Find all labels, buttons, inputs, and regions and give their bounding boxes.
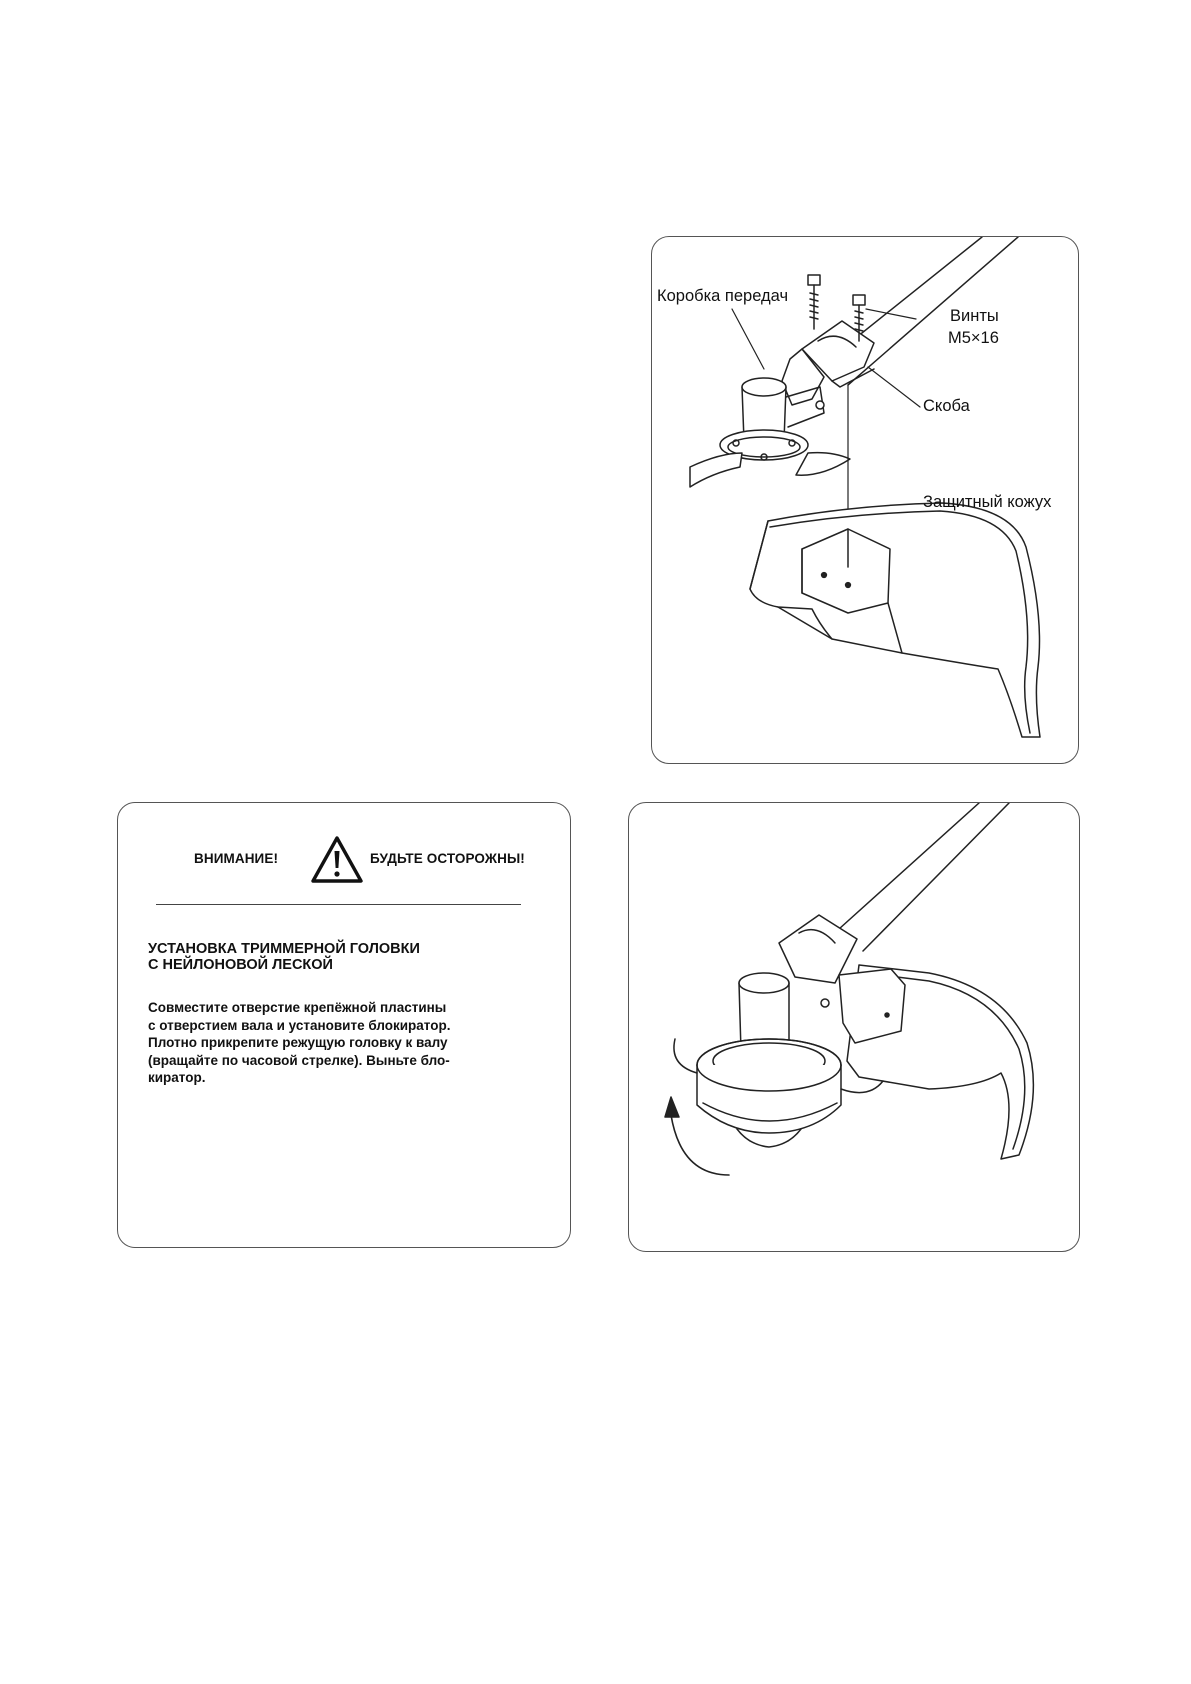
instruction-line: Плотно прикрепите режущую головку к валу (148, 1035, 448, 1051)
label-gearbox: Коробка передач (657, 287, 789, 305)
trimmer-head-drawing (629, 803, 1081, 1253)
instruction-note-panel (117, 802, 571, 1248)
caution-label: БУДЬТЕ ОСТОРОЖНЫ! (370, 851, 525, 866)
warning-triangle-icon (310, 835, 364, 885)
label-screws-line1: Винты (950, 307, 999, 325)
instruction-line: (вращайте по часовой стрелке). Выньте бло- (148, 1052, 450, 1068)
heading-line: УСТАНОВКА ТРИММЕРНОЙ ГОЛОВКИ (148, 941, 420, 957)
label-bracket: Скоба (923, 397, 970, 415)
warning-label: ВНИМАНИЕ! (194, 851, 279, 866)
guard-assembly-figure (651, 236, 1079, 764)
heading-line: С НЕЙЛОНОВОЙ ЛЕСКОЙ (148, 957, 333, 973)
section-heading (148, 941, 548, 973)
screw-left (808, 275, 820, 329)
trimmer-head-figure (628, 802, 1080, 1252)
instruction-line: с отверстием вала и установите блокиратор. (148, 1017, 451, 1033)
label-screws-line2: M5×16 (948, 329, 999, 347)
instruction-line: киратор. (148, 1070, 206, 1086)
instruction-text (148, 999, 548, 1087)
label-guard: Защитный кожух (923, 493, 1052, 511)
guard-shape (750, 503, 1040, 737)
divider (156, 904, 521, 905)
instruction-line: Совместите отверстие крепёжной пластины (148, 1000, 447, 1015)
